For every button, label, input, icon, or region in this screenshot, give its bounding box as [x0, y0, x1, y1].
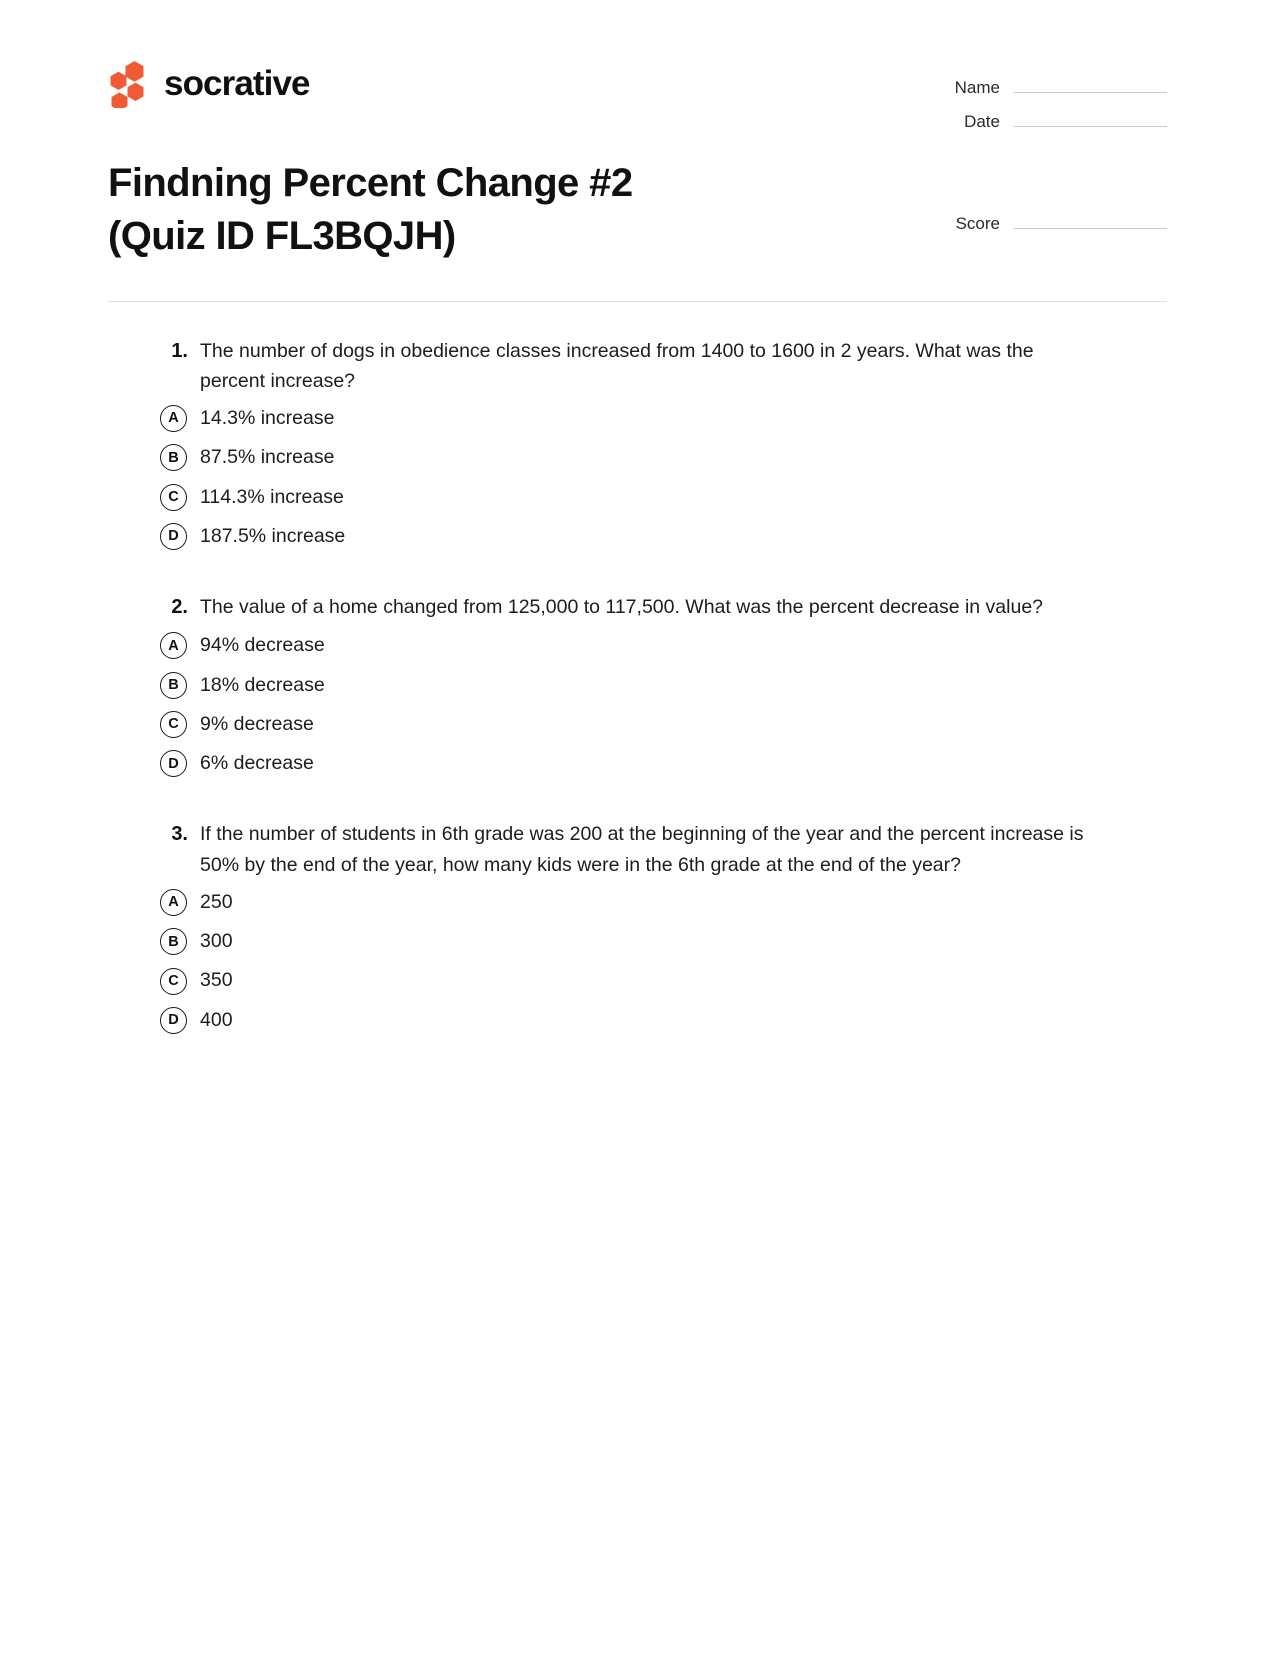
- choice-bubble-d[interactable]: D: [160, 750, 187, 777]
- choice-bubble-c[interactable]: C: [160, 484, 187, 511]
- socrative-logo: [108, 58, 748, 110]
- choice-label: 9% decrease: [200, 712, 314, 735]
- choice-label: 114.3% increase: [200, 485, 344, 508]
- score-field-row: [919, 214, 1167, 234]
- question-text: The number of dogs in obedience classes increased from 1400 to 1600 in 2 years. What was the percent increase?: [200, 339, 1034, 392]
- name-field-label: Name: [954, 78, 1000, 97]
- page-header: [0, 0, 1275, 263]
- question-number: 3.: [171, 823, 188, 846]
- hexagon-cluster-icon: [108, 60, 150, 108]
- choice-bubble-d[interactable]: D: [160, 523, 187, 550]
- question-heading: [108, 336, 1167, 396]
- question-item: [108, 819, 1167, 1034]
- choice-bubble-c[interactable]: C: [160, 968, 187, 995]
- answer-choice[interactable]: [108, 484, 1167, 511]
- answer-choice[interactable]: [108, 928, 1167, 955]
- answer-choice[interactable]: [108, 444, 1167, 471]
- answer-choice[interactable]: [108, 967, 1167, 994]
- answer-choices: [108, 405, 1167, 550]
- question-number: 1.: [171, 339, 188, 362]
- brand-wordmark: socrative: [164, 63, 310, 103]
- quiz-title-line-2: (Quiz ID FL3BQJH): [108, 213, 456, 258]
- question-text: If the number of students in 6th grade was 200 at the beginning of the year and the percent increase is 50% by the end of the year, how many kids were in the 6th grade at the end of the year?: [200, 823, 1084, 876]
- answer-choice[interactable]: [108, 672, 1167, 699]
- choice-bubble-b[interactable]: B: [160, 444, 187, 471]
- question-text: The value of a home changed from 125,000 to 117,500. What was the percent decrease in value?: [200, 596, 1044, 619]
- choice-bubble-b[interactable]: B: [160, 928, 187, 955]
- date-field-input-line[interactable]: [1014, 126, 1167, 127]
- question-heading: [108, 819, 1167, 879]
- answer-choice[interactable]: [108, 1007, 1167, 1034]
- brand-and-title: [108, 58, 748, 263]
- choice-bubble-a[interactable]: A: [160, 889, 187, 916]
- date-field-label: Date: [964, 112, 1000, 131]
- choice-label: 350: [200, 969, 233, 992]
- choice-label: 87.5% increase: [200, 446, 335, 469]
- choice-label: 400: [200, 1008, 233, 1031]
- choice-bubble-a[interactable]: A: [160, 632, 187, 659]
- score-field-label: Score: [955, 214, 1000, 233]
- choice-label: 14.3% increase: [200, 407, 335, 430]
- answer-choice[interactable]: [108, 889, 1167, 916]
- name-field-row: [919, 78, 1167, 98]
- answer-choices: [108, 889, 1167, 1034]
- quiz-title-line-1: Findning Percent Change #2: [108, 161, 633, 205]
- choice-bubble-c[interactable]: C: [160, 711, 187, 738]
- choice-label: 250: [200, 890, 233, 913]
- choice-bubble-d[interactable]: D: [160, 1007, 187, 1034]
- answer-choices: [108, 632, 1167, 777]
- questions-list: [0, 336, 1275, 1034]
- choice-label: 187.5% increase: [200, 524, 346, 547]
- choice-label: 300: [200, 930, 233, 953]
- choice-label: 94% decrease: [200, 634, 325, 657]
- answer-choice[interactable]: [108, 523, 1167, 550]
- question-item: [108, 336, 1167, 551]
- answer-choice[interactable]: [108, 632, 1167, 659]
- student-info-fields: [919, 78, 1167, 248]
- answer-choice[interactable]: [108, 405, 1167, 432]
- choice-bubble-b[interactable]: B: [160, 672, 187, 699]
- choice-bubble-a[interactable]: A: [160, 405, 187, 432]
- question-number: 2.: [171, 596, 188, 619]
- choice-label: 18% decrease: [200, 673, 325, 696]
- answer-choice[interactable]: [108, 711, 1167, 738]
- question-heading: [108, 592, 1167, 623]
- choice-label: 6% decrease: [200, 752, 314, 775]
- header-divider: [108, 301, 1167, 302]
- page-title: [108, 157, 748, 263]
- score-field-input-line[interactable]: [1014, 228, 1167, 229]
- answer-choice[interactable]: [108, 750, 1167, 777]
- date-field-row: [919, 112, 1167, 132]
- name-field-input-line[interactable]: [1014, 92, 1167, 93]
- question-item: [108, 592, 1167, 777]
